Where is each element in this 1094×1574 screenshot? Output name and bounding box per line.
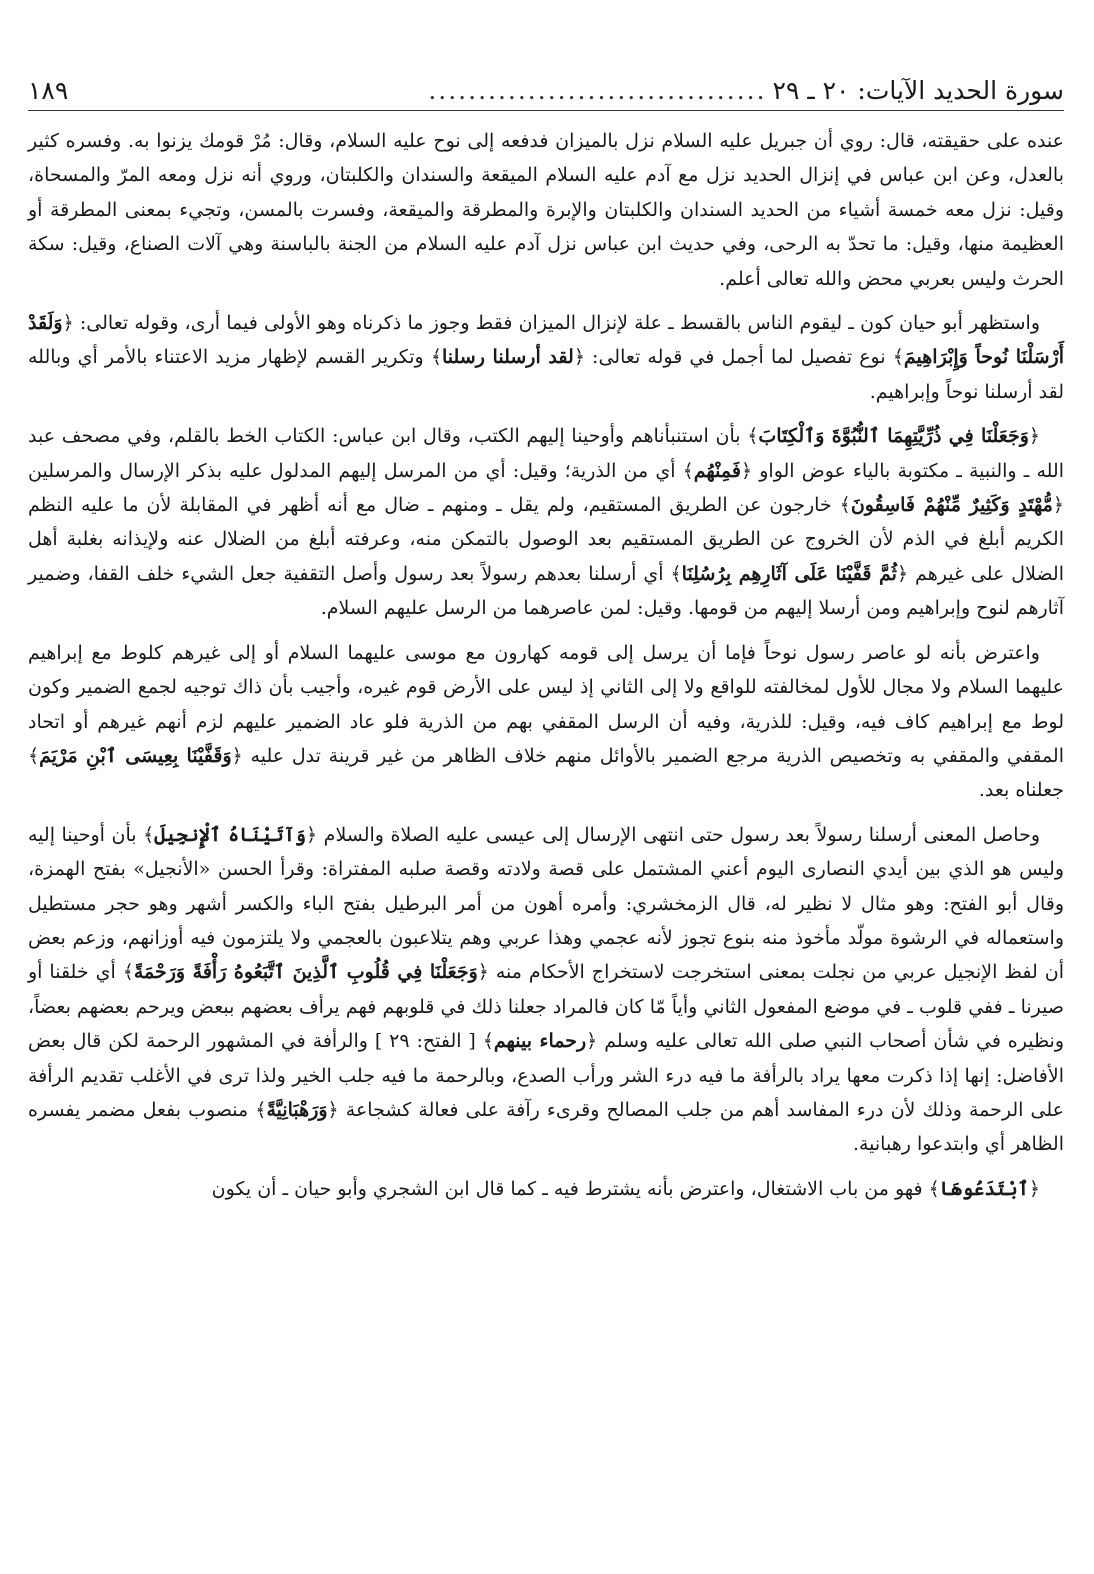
running-title: سورة الحديد الآيات: ٢٠ ـ ٢٩ <box>772 75 1064 105</box>
commentary-text: أي أرسلنا بعدهم رسولاً بعد رسول وأصل التقفية جعل الشيء خلف القفا، وضمير آثارهم لنوح وإبراهيم ومن أرسلا إليهم من قومها. وقيل: لمن عاصرهما من الرسل عليهم السلام. <box>28 562 1064 620</box>
commentary-text: [ الفتح: ٢٩ ] والرأفة في المشهور الرحمة لكن قال بعض الأفاضل: إنها إذا ذكرت معها يراد بالرأفة ما فيه درء الشر ورأب الصدع، وبالرحمة ما فيه جلب الخير ولذا ترى في الأغلب تقديم الرأفة على الرحمة وذلك لأن درء المفاسد أهم من جلب المصالح وقرىء رآفة على فعالة كشجاعة <box>28 1030 1064 1121</box>
quran-verse: لقد أرسلنا رسلنا <box>441 346 574 369</box>
quran-verse: وَرَهْبَانِيَّةً <box>266 1098 328 1121</box>
ornate-bracket-close-icon: ﴾ <box>839 494 851 517</box>
ornate-bracket-open-icon: ﴿ <box>1052 494 1064 517</box>
paragraph-5 <box>28 818 1064 1162</box>
ornate-bracket-open-icon: ﴿ <box>896 562 909 585</box>
commentary-text: واعترض بأنه لو عاصر رسول نوحاً فإما أن يرسل إلى قومه كهارون مع موسى عليهما السلام أو إلى غيرهم كلوط مع إبراهيم عليهما السلام ولا مجال للأول لمخالفته للواقع ولا إلى الثاني إذ ليس على الأرض قوم غيره، وأجيب بأن ذاك توجيه لجمع الضمير وكون لوط مع إبراهيم كاف فيه، وقيل: للذرية، وفيه أن الرسل المقفي بهم من الذرية فلو عاد الضمير عليهم لزم أنهم غيرهم أو اتحاد المقفي والمقفي به وتخصيص الذرية مرجع الضمير بالأوائل منهم خلاف الظاهر من غير قرينة تدل عليه <box>28 641 1064 767</box>
commentary-text: عنده على حقيقته، قال: روي أن جبريل عليه السلام نزل بالميزان فدفعه إلى نوح عليه السلام، وقال: مُرْ قومك يزنوا به. وفسره كثير بالعدل، وعن ابن عباس في إنزال الحديد نزل مع آدم عليه السلام الميقعة والسندان والكلبتان، وروي أنه نزل ومعه المرّ والمسحاة، وقيل: نزل معه خمسة أشياء من الحديد السندان والكلبتان والإبرة والمطرقة والميقعة، وفسرت بالمسن، وتجيء بمعنى المطرقة أو العظيمة منها، وقيل: ما تحدّ به الرحى، وفي حديث ابن عباس نزل آدم عليه السلام من الجنة بالباسنة وهي آلات الصناع، وقيل: سكة الحرث وليس بعربي محض والله تعالى أعلم. <box>28 130 1064 290</box>
quran-verse: وَجَعَلْنَا فِي ذُرِّيَّتِهِمَا ٱلنُّبُوَّةَ وَٱلْكِتَابَ <box>758 425 1029 448</box>
ornate-bracket-close-icon: ﴾ <box>255 1098 267 1121</box>
leader-dots: .................................. <box>428 75 767 105</box>
quran-verse: وَقَفَّيْنَا بِعِيسَى ٱبْنِ مَرْيَمَ <box>39 744 232 767</box>
commentary-text: فهو من باب الاشتغال، واعترض بأنه يشترط فيه ـ كما قال ابن الشجري وأبو حيان ـ أن يكون <box>211 1177 929 1200</box>
ornate-bracket-open-icon: ﴿ <box>1028 425 1041 448</box>
ornate-bracket-close-icon: ﴾ <box>670 562 682 585</box>
quran-verse: رحماء بينهم <box>493 1030 587 1053</box>
ornate-bracket-close-icon: ﴾ <box>928 1177 940 1200</box>
ornate-bracket-close-icon: ﴾ <box>28 744 40 767</box>
ornate-bracket-close-icon: ﴾ <box>747 425 759 448</box>
ornate-bracket-close-icon: ﴾ <box>482 1030 494 1053</box>
ornate-bracket-close-icon: ﴾ <box>892 346 904 369</box>
commentary-text: خارجون عن الطريق المستقيم، ولم يقل ـ ومنهم ـ ضال مع أنه أظهر في المقابلة لأن ما عليه النظم الكريم أبلغ في الذم لأن الخروج عن الطريق المستقيم بعد الوصول بالتمكن منه، وعرفته أبلغ من الضلال عنه ولإيذانه بغلبة أهل الضلال على غيرهم <box>28 494 1064 585</box>
commentary-text: منصوب بفعل مضمر يفسره الظاهر أي وابتدعوا رهبانية. <box>28 1098 1064 1156</box>
paragraph-1 <box>28 124 1064 296</box>
ornate-bracket-open-icon: ﴿ <box>1028 1177 1040 1200</box>
quran-verse: وَجَعَلْنَا فِي قُلُوبِ ٱلَّذِينَ ٱتَّبَعُوهُ رَأْفَةً وَرَحْمَةً <box>133 961 478 984</box>
quran-verse: وَلَقَدْ أَرْسَلْنَا نُوحاً وَإِبْرَاهِيمَ <box>28 312 1064 369</box>
ornate-bracket-close-icon: ﴾ <box>143 823 155 846</box>
ornate-bracket-close-icon: ﴾ <box>682 459 694 482</box>
quran-verse: ٱبْتَدَعُوهَا <box>939 1177 1029 1200</box>
page-header <box>28 70 1064 111</box>
commentary-text: واستظهر أبو حيان كون ـ ليقوم الناس بالقسط ـ علة لإنزال الميزان فقط وجوز ما ذكرناه وهو الأولى فيما أرى، وقوله تعالى: <box>73 312 1040 335</box>
page-number: ١٨٩ <box>28 75 69 105</box>
paragraph-2 <box>28 306 1064 409</box>
ornate-bracket-close-icon: ﴾ <box>122 961 134 984</box>
commentary-text: جعلناه بعد. <box>978 779 1064 802</box>
ornate-bracket-open-icon: ﴿ <box>231 744 243 767</box>
quran-verse: ثُمَّ قَفَّيْنَا عَلَى آثَارِهِم بِرُسُلِنَا <box>681 562 897 585</box>
quran-verse: مُّهْتَدٍ وَكَثِيرٌ مِّنْهُمْ فَاسِقُونَ <box>850 494 1053 517</box>
ornate-bracket-close-icon: ﴾ <box>430 346 442 369</box>
commentary-text: بأن أوحينا إليه وليس هو الذي بين أيدي النصارى اليوم أعني المشتمل على قصة ولادته وقصة صلبه المفتراة: وقرأ الحسن «الأنجيل» بفتح الهمزة، وقال أبو الفتح: وهو مثال لا نظير له، قال الزمخشري: وأمره أهون من أمر البرطيل بفتح الباء والكسر أشهر وهو حجر مستطيل واستعماله في الرشوة مولّد مأخوذ منه بنوع تجوز لأنه عجمي وهذا عربي وهم يتلاعبون بالعجمي ولا يلتزمون فيه أوزانهم، وزعم بعض أن لفظ الإنجيل عربي من نجلت بمعنى استخرجت لاستخراج الأحكام منه <box>28 823 1065 984</box>
ornate-bracket-open-icon: ﴿ <box>477 961 489 984</box>
ornate-bracket-open-icon: ﴿ <box>740 459 753 482</box>
ornate-bracket-open-icon: ﴿ <box>586 1030 598 1053</box>
commentary-text: نوع تفصيل لما أجمل في قوله تعالى: <box>584 346 893 369</box>
ornate-bracket-open-icon: ﴿ <box>573 346 585 369</box>
commentary-text: بأن استنبأناهم وأوحينا إليهم الكتب، وقال ابن عباس: الكتاب الخط بالقلم، وفي مصحف عبد الله ـ والنبية ـ مكتوبة بالياء عوض الواو <box>28 425 1064 482</box>
ornate-bracket-open-icon: ﴿ <box>62 312 74 335</box>
paragraph-6 <box>28 1172 1064 1206</box>
commentary-body <box>28 124 1064 1216</box>
commentary-text: أي خلقنا أو صيرنا ـ ففي قلوب ـ في موضع المفعول الثاني وأياً مّا كان فالمراد جعلنا ذلك في قلوبهم فهم يرأف بعضهم ببعض ويرحم بعضهم بعضاً، ونظيره في شأن أصحاب النبي صلى الله تعالى عليه وسلم <box>28 961 1065 1053</box>
quran-verse: وَآتَيْنَاهُ ٱلْإِنجِيلَ <box>154 823 307 846</box>
paragraph-3 <box>28 419 1064 625</box>
quran-verse: فَمِنْهُم <box>693 459 741 482</box>
commentary-text: أي من الذرية؛ وقيل: أي من المرسل إليهم المدلول عليه بذكر الإرسال والمرسلين <box>28 459 683 482</box>
paragraph-4 <box>28 636 1064 808</box>
ornate-bracket-open-icon: ﴿ <box>306 823 318 846</box>
commentary-text: وتكرير القسم لإظهار مزيد الاعتناء بالأمر أي وبالله لقد أرسلنا نوحاً وإبراهيم. <box>28 346 1064 403</box>
commentary-text: وحاصل المعنى أرسلنا رسولاً بعد رسول حتى انتهى الإرسال إلى عيسى عليه الصلاة والسلام <box>317 823 1041 846</box>
ornate-bracket-open-icon: ﴿ <box>327 1098 339 1121</box>
